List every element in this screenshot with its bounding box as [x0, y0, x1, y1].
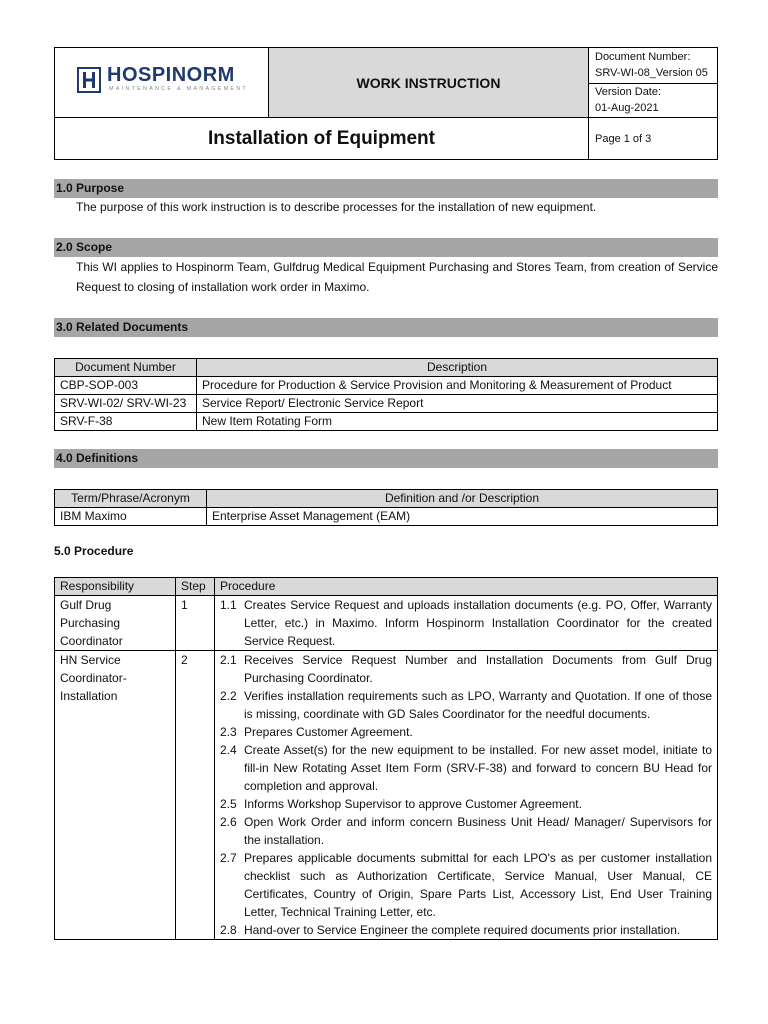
step-number: 2.4 [220, 743, 237, 757]
list-item [220, 741, 712, 795]
procedure-table [54, 577, 718, 940]
document-header [54, 47, 718, 160]
step-text: Create Asset(s) for the new equipment to be installed. For new asset model, initiate to fill-in New Rotating Asset Item Form (SRV-F-38) and forward to concern BU Head for completion and approval. [244, 743, 712, 793]
column-header: Procedure [215, 578, 718, 596]
step-text: Open Work Order and inform concern Business Unit Head/ Manager/ Supervisors for the installation. [244, 815, 712, 847]
column-header: Term/Phrase/Acronym [55, 490, 207, 508]
list-item [220, 795, 712, 813]
table-cell: CBP-SOP-003 [55, 377, 197, 395]
version-date-cell [589, 84, 717, 118]
procedure-heading: 5.0 Procedure [54, 544, 134, 558]
table-row [55, 508, 718, 526]
list-item [220, 651, 712, 687]
table-cell: New Item Rotating Form [197, 413, 718, 431]
purpose-heading: 1.0 Purpose [54, 179, 718, 198]
document-number: SRV-WI-08_Version 05 [595, 67, 708, 79]
document-number-cell [589, 48, 717, 84]
responsibility-cell: HN Service Coordinator-Installation [55, 651, 176, 940]
procedure-cell [215, 596, 718, 651]
step-text: Prepares applicable documents submittal for each LPO's as per customer installation checklist such as Authorization Certificate, Service Manual, User Manual, CE Certificates, Country of Origin, Spare Parts List, Accessory List, End User Training Letter, Technical Training Letter, etc. [244, 851, 712, 919]
step-cell: 2 [176, 651, 215, 940]
logo-cell [55, 48, 269, 118]
table-row [55, 651, 718, 940]
table-cell: Procedure for Production & Service Provision and Monitoring & Measurement of Product [197, 377, 718, 395]
purpose-text: The purpose of this work instruction is to describe processes for the installation of new equipment. [76, 200, 597, 214]
definitions-heading: 4.0 Definitions [54, 449, 718, 468]
list-item [220, 921, 712, 939]
step-text: Creates Service Request and uploads installation documents (e.g. PO, Offer, Warranty Letter, etc.) in Maximo. Inform Hospinorm Installation Coordinator for the created Service Request. [244, 598, 712, 648]
step-cell: 1 [176, 596, 215, 651]
version-date: 01-Aug-2021 [595, 102, 659, 114]
step-number: 1.1 [220, 598, 237, 612]
related-documents-table [54, 358, 718, 431]
list-item [220, 813, 712, 849]
logo-subtitle: MAINTENANCE & MANAGEMENT [109, 86, 248, 92]
table-header-row [55, 578, 718, 596]
responsibility-cell: Gulf Drug Purchasing Coordinator [55, 596, 176, 651]
table-row [55, 395, 718, 413]
table-row [55, 596, 718, 651]
logo-name: HOSPINORM [107, 64, 235, 86]
table-row [55, 377, 718, 395]
scope-heading: 2.0 Scope [54, 238, 718, 257]
list-item [220, 687, 712, 723]
document-title: Installation of Equipment [55, 118, 589, 159]
document-type: WORK INSTRUCTION [269, 48, 589, 118]
column-header: Responsibility [55, 578, 176, 596]
step-text: Informs Workshop Supervisor to approve Customer Agreement. [244, 797, 582, 811]
column-header: Document Number [55, 359, 197, 377]
procedure-steps-list [220, 651, 712, 939]
procedure-cell [215, 651, 718, 940]
step-number: 2.2 [220, 689, 237, 703]
list-item [220, 849, 712, 921]
document-number-label: Document Number: [595, 51, 691, 63]
scope-text: This WI applies to Hospinorm Team, Gulfdrug Medical Equipment Purchasing and Stores Team, from creation of Service Request to closing of installation work order in Maximo. [76, 260, 718, 294]
step-number: 2.5 [220, 797, 237, 811]
column-header: Definition and /or Description [207, 490, 718, 508]
procedure-steps-list [220, 596, 712, 650]
page-number: Page 1 of 3 [595, 132, 652, 145]
table-cell: SRV-F-38 [55, 413, 197, 431]
step-number: 2.7 [220, 851, 237, 865]
step-text: Receives Service Request Number and Installation Documents from Gulf Drug Purchasing Coordinator. [244, 653, 712, 685]
table-cell: Service Report/ Electronic Service Report [197, 395, 718, 413]
table-header-row [55, 490, 718, 508]
list-item [220, 723, 712, 741]
table-header-row [55, 359, 718, 377]
step-text: Verifies installation requirements such as LPO, Warranty and Quotation. If one of those is missing, coordinate with GD Sales Coordinator for the needful documents. [244, 689, 712, 721]
table-row [55, 413, 718, 431]
column-header: Step [176, 578, 215, 596]
related-documents-heading: 3.0 Related Documents [54, 318, 718, 337]
table-cell: SRV-WI-02/ SRV-WI-23 [55, 395, 197, 413]
list-item [220, 596, 712, 650]
table-cell: Enterprise Asset Management (EAM) [207, 508, 718, 526]
step-number: 2.8 [220, 923, 237, 937]
hospinorm-logo-icon [77, 67, 101, 93]
version-date-label: Version Date: [595, 86, 662, 98]
step-number: 2.1 [220, 653, 237, 667]
definitions-table [54, 489, 718, 526]
column-header: Description [197, 359, 718, 377]
step-text: Prepares Customer Agreement. [244, 725, 413, 739]
step-number: 2.3 [220, 725, 237, 739]
step-number: 2.6 [220, 815, 237, 829]
step-text: Hand-over to Service Engineer the complete required documents prior installation. [244, 923, 681, 937]
table-cell: IBM Maximo [55, 508, 207, 526]
